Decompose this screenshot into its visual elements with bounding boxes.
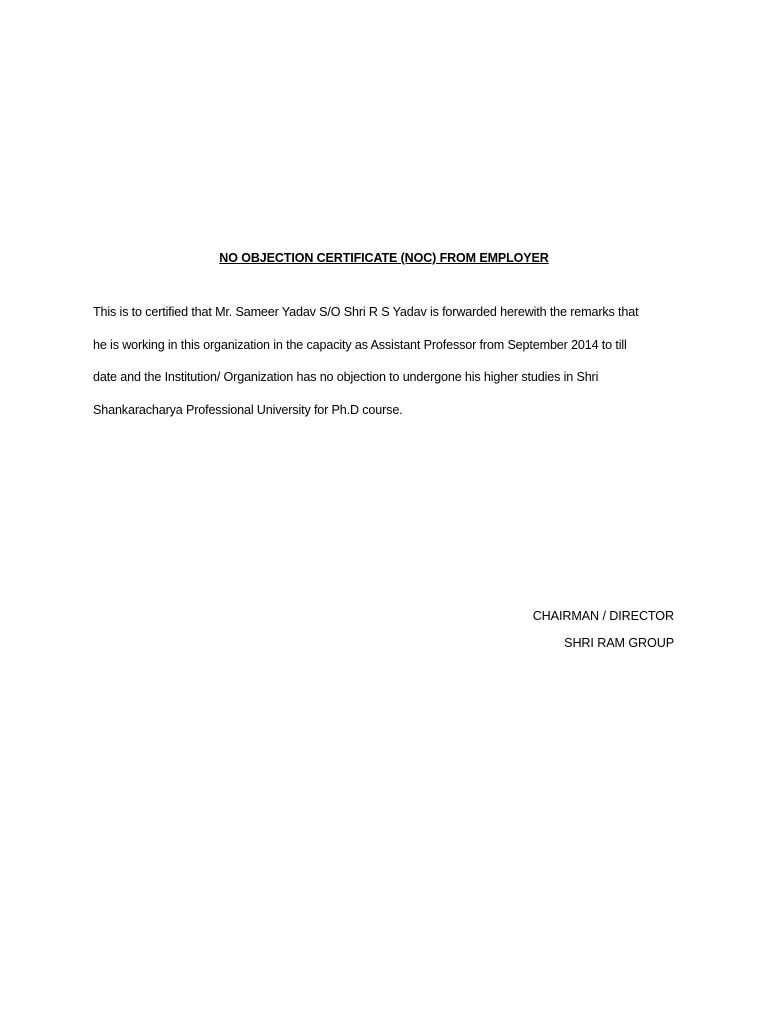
signatory-designation: CHAIRMAN / DIRECTOR [532, 609, 674, 623]
body-text-line-2: he is working in this organization in the capacity as Assistant Professor from September 2014 to till [93, 338, 627, 352]
signatory-organization: SHRI RAM GROUP [564, 636, 674, 650]
body-text-line-3: date and the Institution/ Organization has no objection to undergone his higher studies in Shri [93, 370, 599, 384]
page-title: NO OBJECTION CERTIFICATE (NOC) FROM EMPLOYER [219, 251, 549, 265]
body-text-line-1: This is to certified that Mr. Sameer Yadav S/O Shri R S Yadav is forwarded herewith the remarks that [93, 305, 639, 319]
body-text-line-4: Shankaracharya Professional University for Ph.D course. [93, 403, 403, 417]
